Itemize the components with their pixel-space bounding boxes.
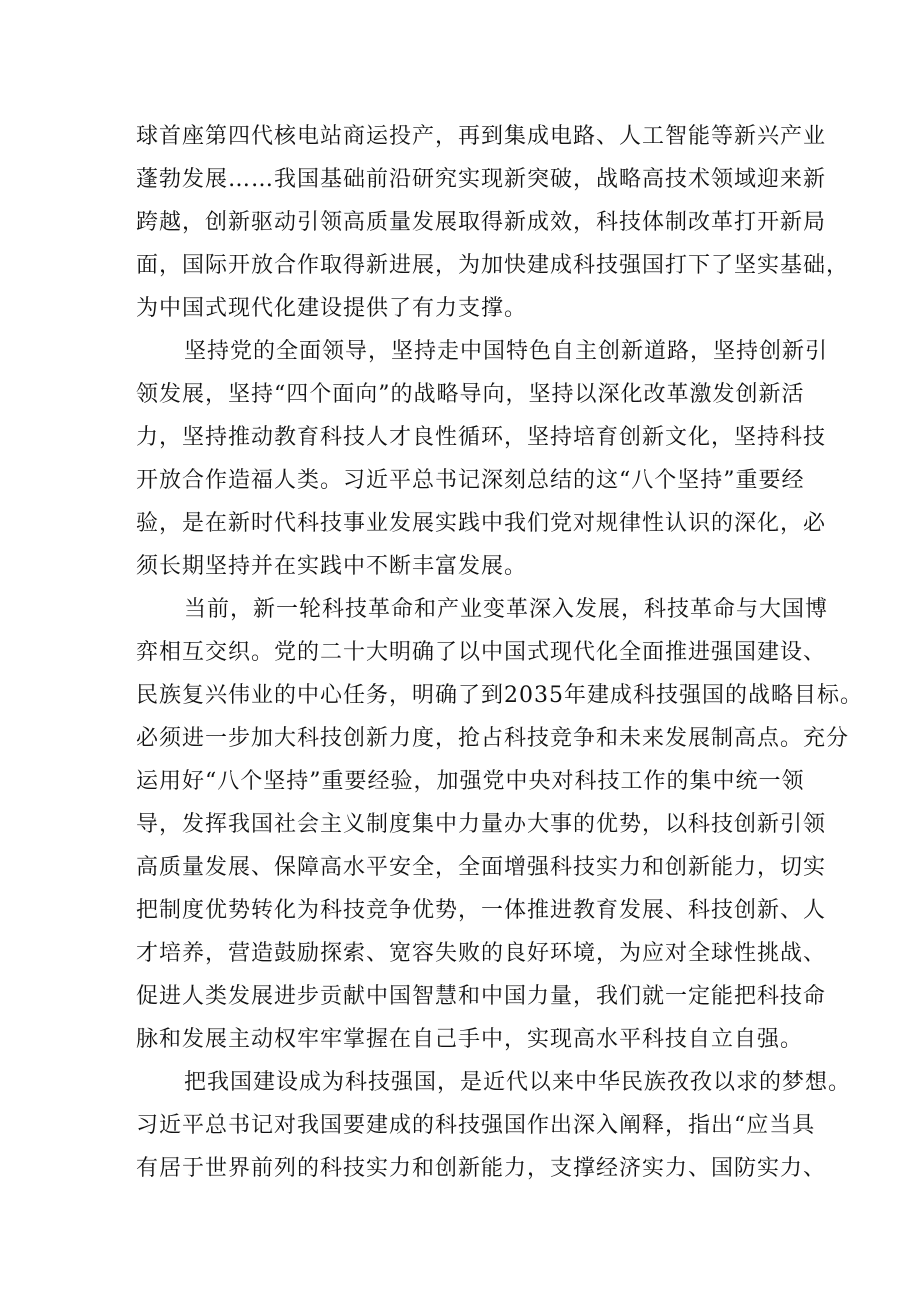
paragraph-line: 弈相互交织。党的二十大明确了以中国式现代化全面推进强国建设、 (136, 640, 827, 665)
paragraph-line: 必须进一步加大科技创新力度，抢占科技竞争和未来发展制高点。充分 (136, 726, 850, 751)
paragraph-line: 高质量发展、保障高水平安全，全面增强科技实力和创新能力，切实 (136, 855, 827, 880)
paragraph-line: 脉和发展主动权牢牢掌握在自己手中，实现高水平科技自立自强。 (136, 1027, 804, 1052)
paragraph-line: 开放合作造福人类。习近平总书记深刻总结的这“八个坚持”重要经 (136, 468, 805, 493)
paragraph (136, 330, 829, 588)
paragraph-line: 领发展，坚持“四个面向”的战略导向，坚持以深化改革激发创新活 (136, 382, 805, 407)
paragraph-line: 促进人类发展进步贡献中国智慧和中国力量，我们就一定能把科技命 (136, 984, 827, 1009)
paragraph (136, 1061, 852, 1190)
paragraph-line: 力，坚持推动教育科技人才良性循环，坚持培育创新文化，坚持科技 (136, 425, 827, 450)
paragraph-line: 把制度优势转化为科技竞争优势，一体推进教育发展、科技创新、人 (136, 898, 827, 923)
paragraph-line: 面，国际开放合作取得新进展，为加快建成科技强国打下了坚实基础， (136, 253, 850, 278)
paragraph-line: 坚持党的全面领导，坚持走中国特色自主创新道路，坚持创新引 (184, 339, 829, 364)
paragraph-line: 须长期坚持并在实践中不断丰富发展。 (136, 554, 528, 579)
paragraph-line: 蓬勃发展……我国基础前沿研究实现新突破，战略高技术领域迎来新 (136, 167, 827, 192)
paragraph-line: 习近平总书记对我国要建成的科技强国作出深入阐释，指出“应当具 (136, 1113, 816, 1138)
paragraph-line: 导，发挥我国社会主义制度集中力量办大事的优势，以科技创新引领 (136, 812, 827, 837)
paragraph-line: 民族复兴伟业的中心任务，明确了到2035年建成科技强国的战略目标。 (136, 683, 863, 708)
paragraph-line: 运用好“八个坚持”重要经验，加强党中央对科技工作的集中统一领 (136, 769, 805, 794)
paragraph-line: 跨越，创新驱动引领高质量发展取得新成效，科技体制改革打开新局 (136, 210, 827, 235)
paragraph (136, 115, 850, 330)
paragraph-line: 为中国式现代化建设提供了有力支撑。 (136, 296, 528, 321)
paragraph-line: 球首座第四代核电站商运投产，再到集成电路、人工智能等新兴产业 (136, 124, 827, 149)
paragraph-line: 把我国建设成为科技强国，是近代以来中华民族孜孜以求的梦想。 (184, 1070, 852, 1095)
document-body (136, 115, 863, 1190)
paragraph-line: 验，是在新时代科技事业发展实践中我们党对规律性认识的深化，必 (136, 511, 827, 536)
paragraph (136, 588, 863, 1061)
paragraph-line: 有居于世界前列的科技实力和创新能力，支撑经济实力、国防实力、 (136, 1156, 827, 1181)
paragraph-line: 才培养，营造鼓励探索、宽容失败的良好环境，为应对全球性挑战、 (136, 941, 827, 966)
paragraph-line: 当前，新一轮科技革命和产业变革深入发展，科技革命与大国博 (184, 597, 829, 622)
